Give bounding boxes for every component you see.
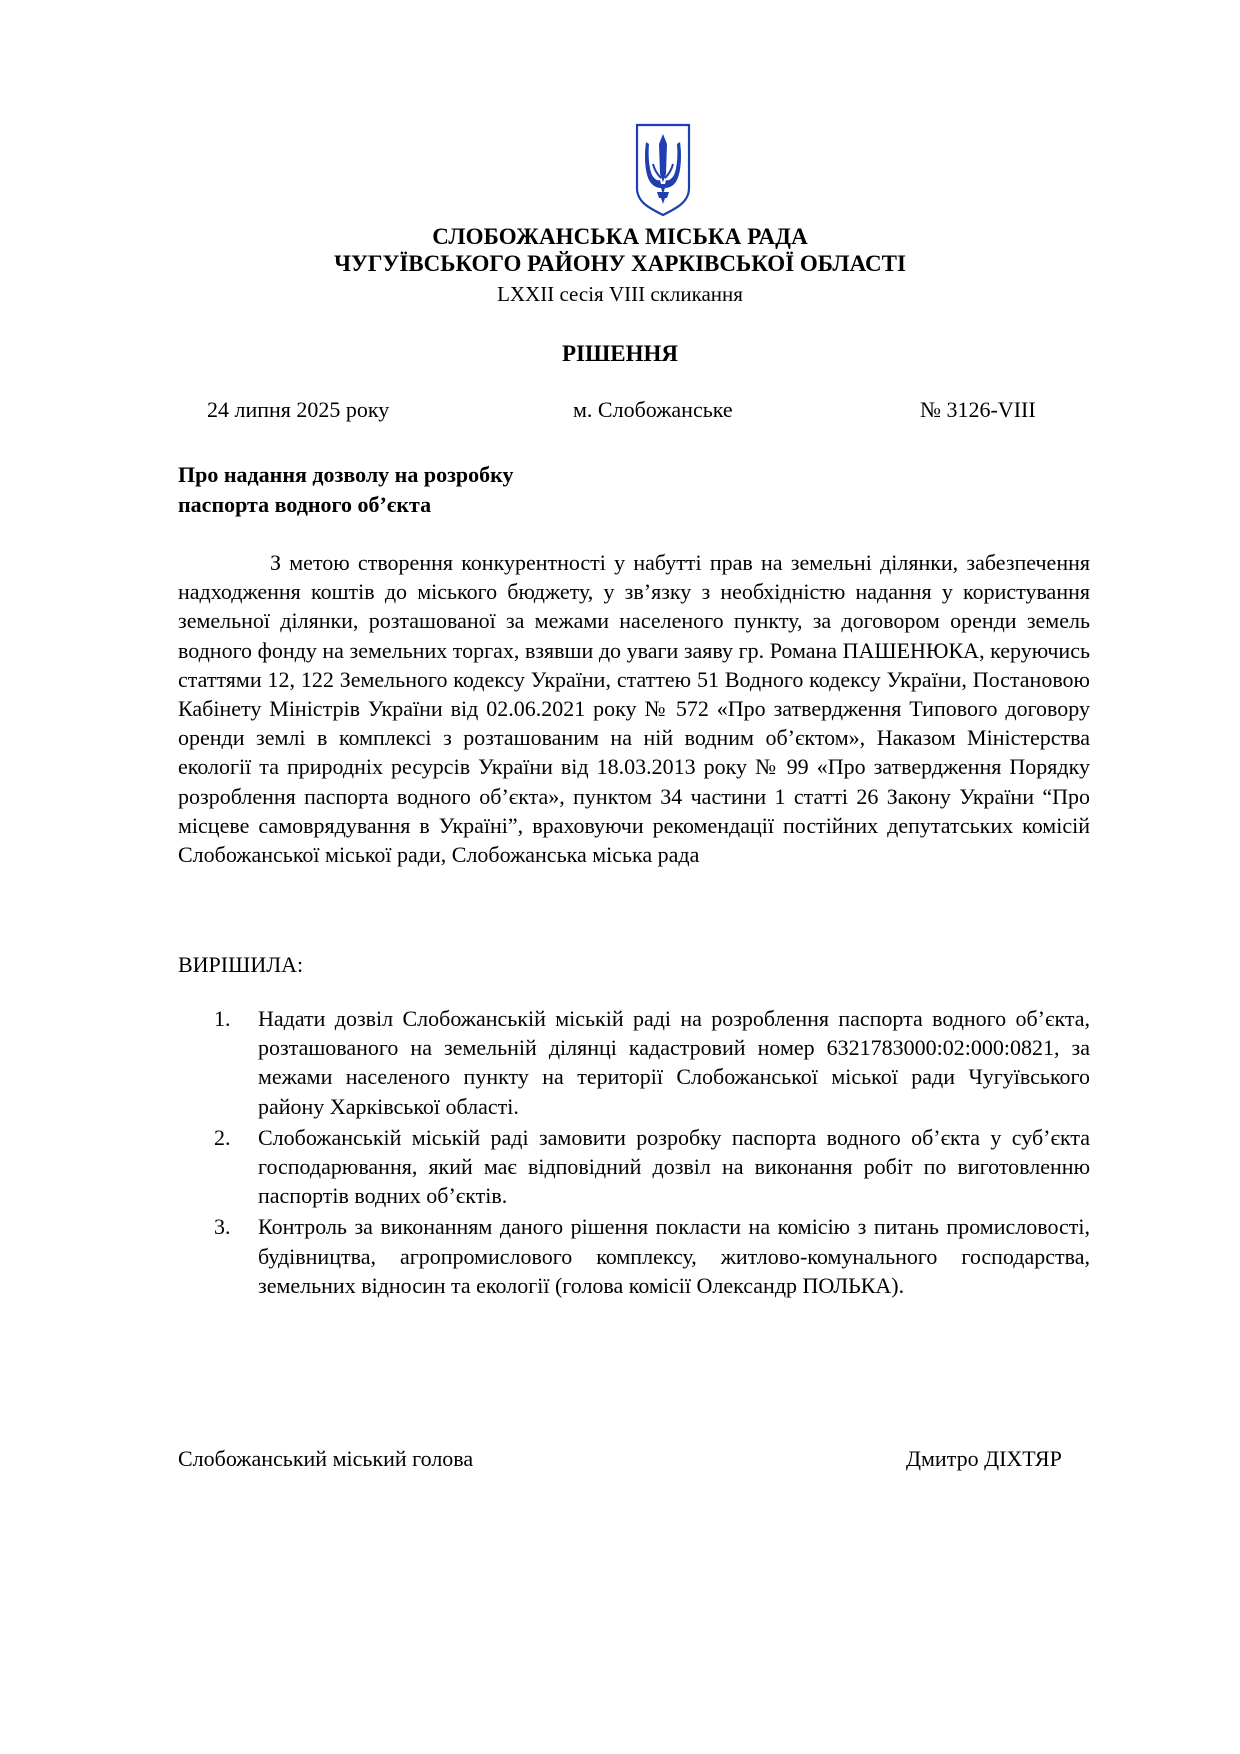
council-name: СЛОБОЖАНСЬКА МІСЬКА РАДА: [432, 224, 808, 249]
coat-of-arms-icon: [633, 122, 693, 218]
preamble-paragraph: З метою створення конкурентності у набутті прав на земельні ділянки, забезпечення надходження коштів до міського бюджету, у зв’язку з необхідністю надання у користування земельної ділянки, розташованої за межами населеного пункту, за договором оренди земель водного фонду на земельних торгах, взявши до уваги заяву гр. Романа ПАШЕНЮКА, керуючись статтями 12, 122 Земельного кодексу України, статтею 51 Водного кодексу України, Постановою Кабінету Міністрів України від 02.06.2021 року № 572 «Про затвердження Типового договору оренди землі в комплексі з розташованим на ній водним об’єктом», Наказом Міністерства екології та природніх ресурсів України від 18.03.2013 року № 99 «Про затвердження Порядку розроблення паспорта водного об’єкта», пунктом 34 частини 1 статті 26 Закону України “Про місцеве самоврядування в Україні”, враховуючи рекомендації постійних депутатських комісій Слобожанської міської ради, Слобожанська міська рада: [178, 550, 1090, 868]
document-date: 24 липня 2025 року: [207, 397, 390, 422]
item-text: Слобожанській міській раді замовити розробку паспорта водного об’єкта у суб’єкта господарювання, який має відповідний дозвіл на виконання робіт по виготовленню паспортів водних об’єктів.: [258, 1124, 1090, 1209]
signature-name: Дмитро ДІХТЯР: [906, 1446, 1062, 1471]
subject-line-2: паспорта водного об’єкта: [178, 492, 432, 517]
subject-line-1: Про надання дозволу на розробку: [178, 462, 514, 487]
item-number: 1.: [214, 1006, 231, 1031]
signature-title: Слобожанський міський голова: [178, 1446, 474, 1471]
item-text: Надати дозвіл Слобожанській міській раді на розроблення паспорта водного об’єкта, розташованого на земельній ділянці кадастровий номер 6321783000:02:000:0821, за межами населеного пункту на території Слобожанської міської ради Чугуївського району Харківської області.: [258, 1006, 1090, 1119]
district-name: ЧУГУЇВСЬКОГО РАЙОНУ ХАРКІВСЬКОЇ ОБЛАСТІ: [334, 251, 906, 276]
decision-item: [178, 1123, 1090, 1211]
item-text: Контроль за виконанням даного рішення покласти на комісію з питань промисловості, будівництва, агропромислового комплексу, житлово-комунального господарства, земельних відносин та екології (голова комісії Олександр ПОЛЬКА).: [258, 1214, 1090, 1298]
decision-item: [178, 1212, 1090, 1300]
document-subject: [178, 460, 514, 520]
decision-items: [178, 1004, 1090, 1302]
decided-heading: ВИРІШИЛА:: [178, 952, 304, 977]
document-city: м. Слобожанське: [573, 397, 733, 422]
item-number: 2.: [214, 1124, 231, 1150]
document-number: № 3126-VIII: [920, 397, 1036, 422]
item-number: 3.: [214, 1214, 231, 1240]
decision-item: [178, 1004, 1090, 1121]
session-info: LXXII сесія VIII скликання: [497, 282, 743, 306]
document-type: РІШЕННЯ: [562, 341, 678, 366]
